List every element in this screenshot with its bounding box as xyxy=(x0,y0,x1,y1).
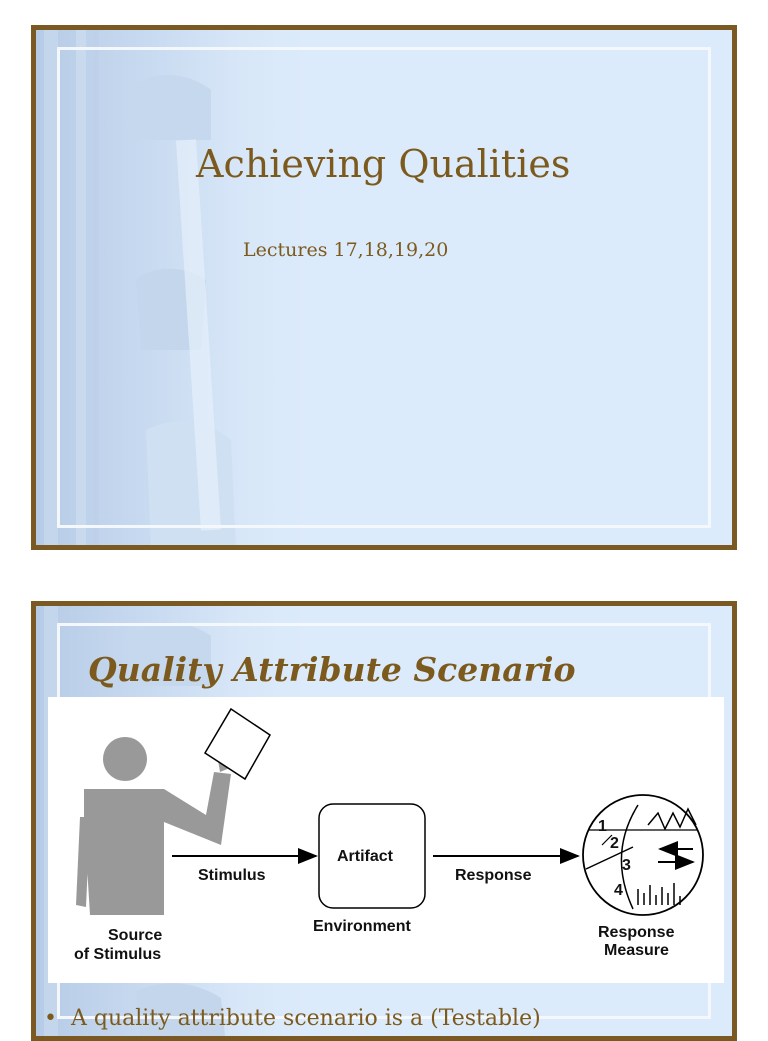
slide-title: Achieving Qualities xyxy=(196,142,571,186)
response-measure-gauge-icon xyxy=(583,795,703,915)
quality-attribute-scenario-diagram xyxy=(48,697,724,983)
paper-icon xyxy=(205,709,270,779)
response-label: Response xyxy=(455,867,532,884)
measure-label-line2: Measure xyxy=(604,942,669,959)
environment-label: Environment xyxy=(313,918,411,935)
stimulus-label: Stimulus xyxy=(198,867,266,884)
gauge-number-2: 2 xyxy=(610,835,619,852)
gauge-number-1: 1 xyxy=(598,818,607,835)
source-label-line1: Source xyxy=(108,927,163,944)
measure-label-line1: Response xyxy=(598,924,675,941)
source-label-line2: of Stimulus xyxy=(74,946,162,963)
gauge-number-3: 3 xyxy=(622,857,631,874)
slide-subtitle: Lectures 17,18,19,20 xyxy=(243,239,449,261)
title-slide xyxy=(31,25,737,550)
column-background-image xyxy=(36,30,296,550)
bullet-text: A quality attribute scenario is a (Testable) xyxy=(70,1006,541,1031)
content-slide xyxy=(31,601,737,1041)
bullet-marker: • xyxy=(44,1006,57,1031)
bullet-item xyxy=(44,1006,541,1031)
gauge-number-4: 4 xyxy=(614,882,623,899)
person-figure xyxy=(76,737,232,915)
slide-title: Quality Attribute Scenario xyxy=(88,650,576,689)
artifact-label: Artifact xyxy=(337,848,394,865)
